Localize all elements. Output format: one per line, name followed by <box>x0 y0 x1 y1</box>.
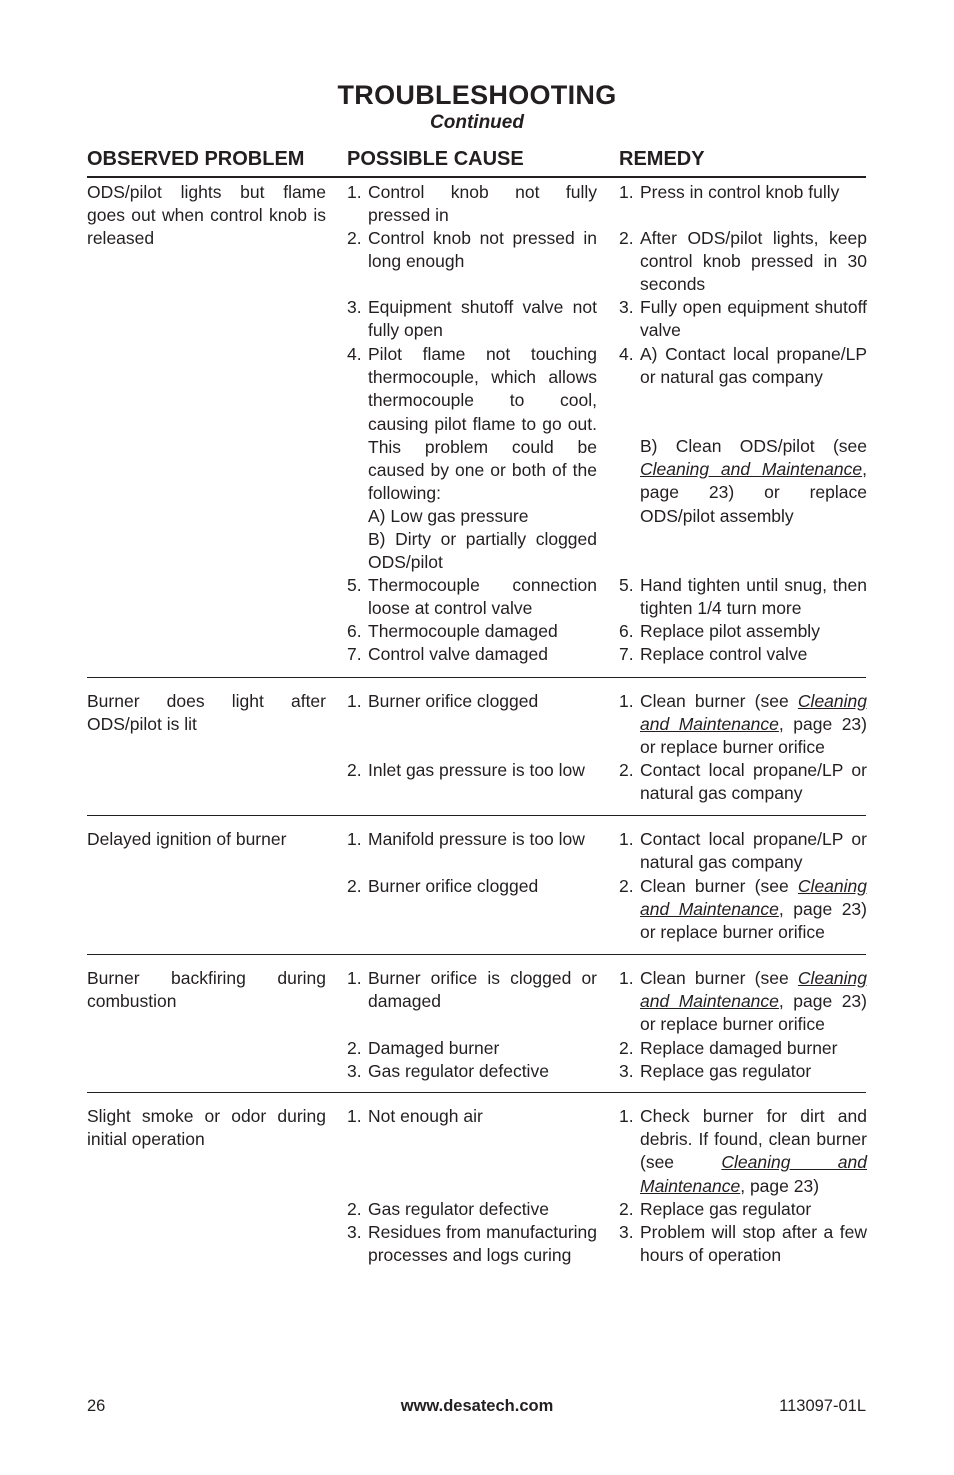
item-number: 1. <box>347 1106 362 1126</box>
item-text: Thermocouple connection loose at control valve <box>368 575 597 619</box>
row-divider <box>87 815 866 816</box>
page-title: TROUBLESHOOTING <box>337 80 617 110</box>
item-number: 3. <box>347 297 362 317</box>
item-number: 2. <box>619 1199 634 1219</box>
item-text-suffix: , page 23) <box>740 1175 820 1196</box>
footer-website: www.desatech.com <box>400 1397 554 1415</box>
item-number: 2. <box>619 760 634 780</box>
item-text: Replace gas regulator <box>640 1199 812 1219</box>
item-number: 2. <box>619 228 634 248</box>
item-number: 4. <box>347 344 362 364</box>
manual-section-link: Cleaning and Maintenance <box>640 691 867 735</box>
item-text: Replace control valve <box>640 644 808 664</box>
item-number: 1. <box>619 182 634 202</box>
item-text <box>640 1105 867 1198</box>
item-number: 4. <box>619 344 634 364</box>
item-text: Damaged burner <box>368 1038 500 1058</box>
item-text: Control knob not pressed in long enough <box>368 228 597 272</box>
item-text: Replace damaged burner <box>640 1038 838 1058</box>
item-number: 3. <box>619 1061 634 1081</box>
item-text: B) Dirty or partially clogged ODS/pilot <box>368 529 597 573</box>
item-number: 3. <box>619 1222 634 1242</box>
item-text <box>640 967 867 1037</box>
observed-problem: ODS/pilot lights but flame goes out when control knob is released <box>87 182 326 249</box>
item-number: 3. <box>347 1061 362 1081</box>
item-text: A) Low gas pressure <box>368 506 529 526</box>
header-observed-problem: OBSERVED PROBLEM <box>87 148 305 170</box>
observed-problem: Burner backfiring during combustion <box>87 968 326 1012</box>
item-number: 2. <box>347 1038 362 1058</box>
item-text-prefix: Clean burner (see <box>640 691 798 711</box>
item-number: 2. <box>347 1199 362 1219</box>
item-text: Gas regulator defective <box>368 1061 549 1081</box>
manual-section-link: Cleaning and Maintenance <box>640 968 867 1012</box>
item-text: Control knob not fully pressed in <box>368 182 597 226</box>
manual-section-link: Cleaning and Maintenance <box>640 459 863 480</box>
item-text <box>640 875 867 945</box>
item-text: Contact local propane/LP or natural gas company <box>640 760 867 804</box>
item-number: 1. <box>347 829 362 849</box>
item-text: Press in control knob fully <box>640 182 840 202</box>
item-number: 6. <box>347 621 362 641</box>
item-text: Burner orifice is clogged or damaged <box>368 968 597 1012</box>
item-number: 2. <box>619 1038 634 1058</box>
item-text-prefix: Clean burner (see <box>640 876 798 896</box>
item-number: 6. <box>619 621 634 641</box>
manual-section-link: Cleaning and Maintenance <box>640 1152 868 1196</box>
item-text: Replace gas regulator <box>640 1061 812 1081</box>
header-rule <box>87 176 866 178</box>
row-divider <box>87 677 866 678</box>
observed-problem: Slight smoke or odor during initial operation <box>87 1106 326 1150</box>
item-number: 2. <box>347 876 362 896</box>
item-text: Inlet gas pressure is too low <box>368 760 585 780</box>
header-remedy: REMEDY <box>619 148 705 170</box>
manual-section-link: Cleaning and Maintenance <box>640 876 867 920</box>
item-number: 3. <box>619 297 634 317</box>
item-number: 1. <box>347 968 362 988</box>
item-text: Control valve damaged <box>368 644 548 664</box>
item-text: Equipment shutoff valve not fully open <box>368 297 597 341</box>
row-divider <box>87 1092 866 1093</box>
item-number: 1. <box>619 829 634 849</box>
item-text-suffix: , page 23) or replace ODS/pilot assembly <box>640 459 867 526</box>
item-text: Not enough air <box>368 1106 483 1126</box>
document-number: 113097-01L <box>779 1397 866 1415</box>
header-possible-cause: POSSIBLE CAUSE <box>347 148 524 170</box>
item-number: 1. <box>619 691 634 711</box>
item-text: Replace pilot assembly <box>640 621 820 641</box>
item-number: 1. <box>347 182 362 202</box>
item-text-prefix: B) Clean ODS/pilot (see <box>640 436 867 456</box>
item-text: Burner orifice clogged <box>368 876 539 896</box>
item-number: 2. <box>347 228 362 248</box>
item-text: Problem will stop after a few hours of operation <box>640 1222 867 1266</box>
item-text: Hand tighten until snug, then tighten 1/4 turn more <box>640 575 867 619</box>
item-text-prefix: Clean burner (see <box>640 968 798 988</box>
item-number: 1. <box>347 691 362 711</box>
item-number: 3. <box>347 1222 362 1242</box>
row-divider <box>87 954 866 955</box>
item-text: Gas regulator defective <box>368 1199 549 1219</box>
item-text: Burner orifice clogged <box>368 691 539 711</box>
page-subtitle: Continued <box>430 112 524 133</box>
item-text: After ODS/pilot lights, keep control knob pressed in 30 seconds <box>640 228 867 295</box>
item-text: Residues from manufacturing processes and logs curing <box>368 1222 597 1266</box>
item-number: 2. <box>619 876 634 896</box>
item-text-prefix: Check burner for dirt and debris. If found, clean burner (see <box>640 1106 867 1173</box>
item-text: Pilot flame not touching thermocouple, which allows thermocouple to cool, causing pilot flame to go out. This problem could be caused by one or both of the following: <box>368 344 597 504</box>
item-number: 1. <box>619 1106 634 1126</box>
observed-problem: Burner does light after ODS/pilot is lit <box>87 691 326 735</box>
item-number: 2. <box>347 760 362 780</box>
item-text: Thermocouple damaged <box>368 621 558 641</box>
item-text: Manifold pressure is too low <box>368 829 585 849</box>
item-number: 1. <box>619 968 634 988</box>
item-text-suffix: , page 23) or replace burner orifice <box>640 991 867 1035</box>
item-number: 5. <box>347 575 362 595</box>
item-text: A) Contact local propane/LP or natural gas company <box>640 344 867 388</box>
item-text: Fully open equipment shutoff valve <box>640 297 867 341</box>
item-number: 7. <box>619 644 634 664</box>
item-text <box>640 435 867 528</box>
item-text-suffix: , page 23) or replace burner orifice <box>640 714 867 758</box>
item-text-suffix: , page 23) or replace burner orifice <box>640 899 867 943</box>
item-number: 7. <box>347 644 362 664</box>
observed-problem: Delayed ignition of burner <box>87 829 287 849</box>
page-number: 26 <box>87 1397 106 1415</box>
item-number: 5. <box>619 575 634 595</box>
item-text <box>640 690 867 760</box>
item-text: Contact local propane/LP or natural gas company <box>640 829 867 873</box>
